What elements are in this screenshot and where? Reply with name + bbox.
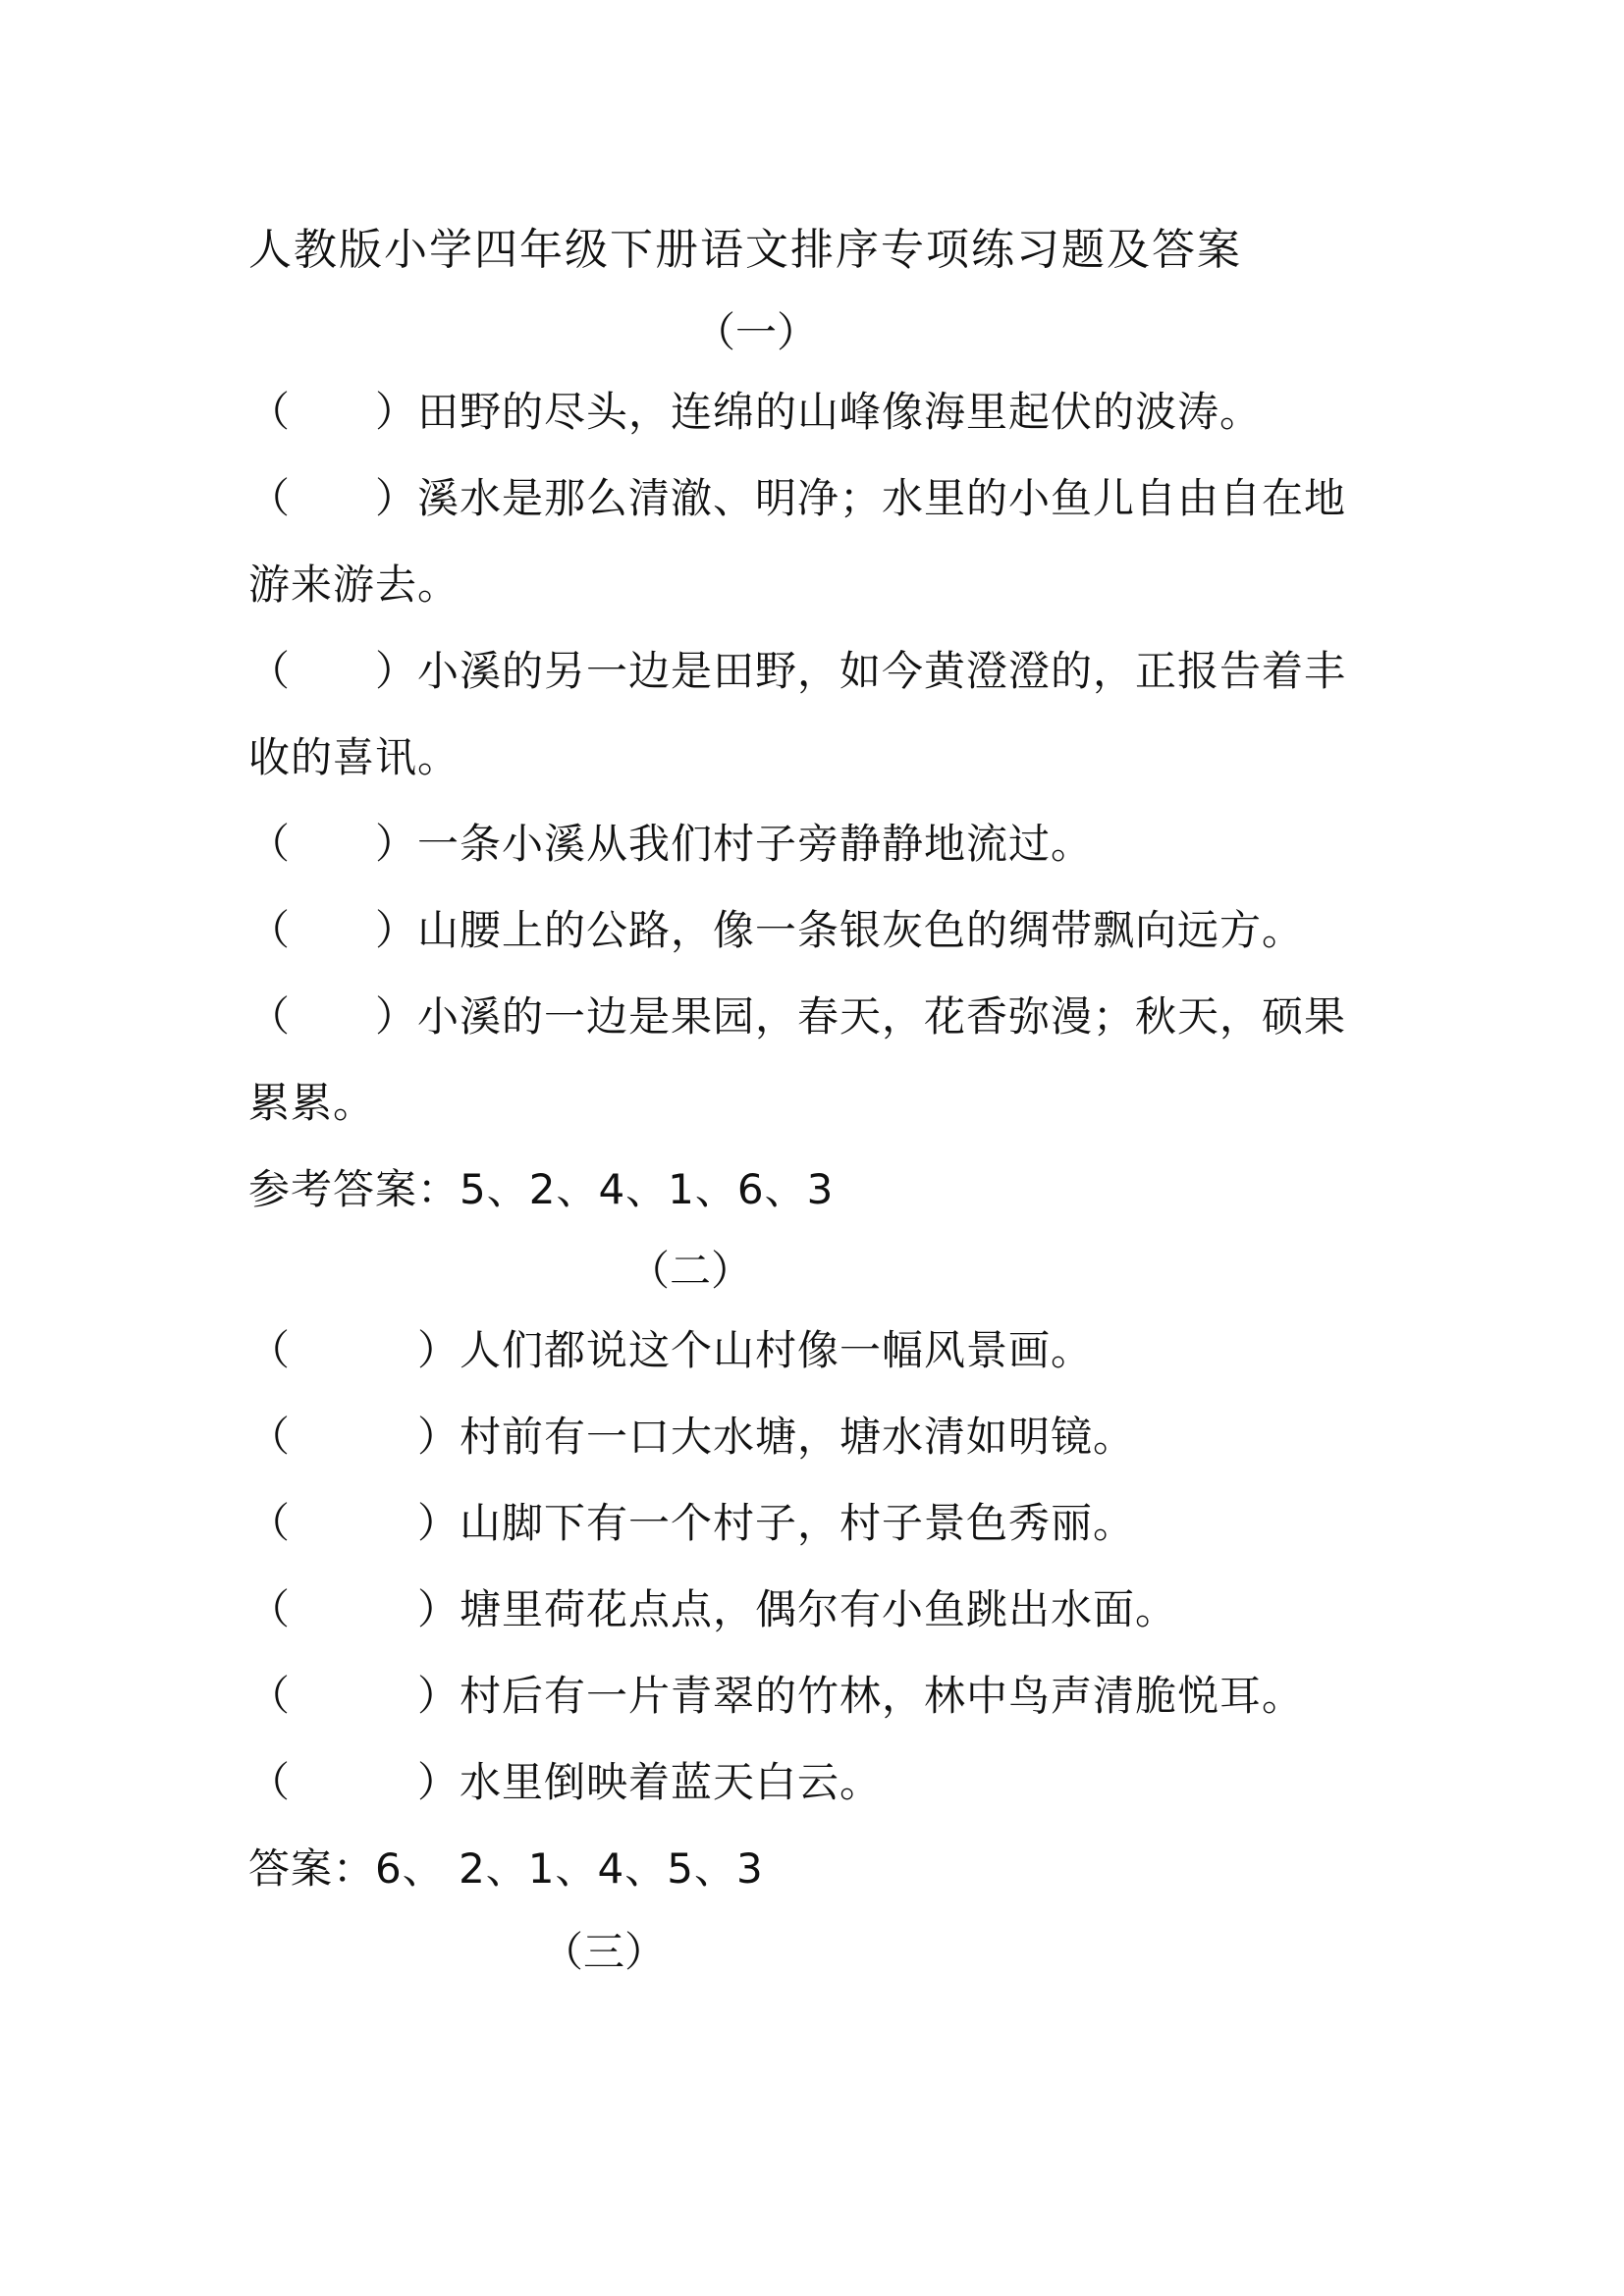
ordering-item [248,887,1387,974]
ordering-item [248,801,1387,887]
ordering-item [248,1394,1387,1480]
item-text: 水里倒映着蓝天白云。 [460,1758,883,1806]
item-text: 一条小溪从我们村子旁静静地流过。 [417,820,1094,868]
answer-blank: （ ） [248,647,418,695]
answer-key-2: 答案：6、 2、1、4、5、3 [248,1844,764,1893]
ordering-item [248,369,1387,455]
item-text: 山腰上的公路，像一条银灰色的绸带飘向远方。 [417,906,1305,954]
ordering-item [248,974,1387,1147]
ordering-item [248,1739,1387,1826]
ordering-item [248,455,1387,628]
ordering-item [248,1308,1387,1394]
answer-blank: （ ） [248,388,418,436]
answer-blank: （ ） [248,992,418,1041]
answer-blank: （ ） [248,1413,460,1461]
item-text: 塘里荷花点点，偶尔有小鱼跳出水面。 [460,1585,1178,1633]
answer-blank: （ ） [248,1672,460,1720]
item-text: 人们都说这个山村像一幅风景画。 [460,1326,1094,1374]
answer-blank: （ ） [248,906,418,954]
item-text: 小溪的一边是果园，春天，花香弥漫；秋天，硕果累累。 [248,992,1347,1127]
section-heading-3: （三） [542,1928,667,1976]
answer-blank: （ ） [248,820,418,868]
ordering-item [248,1653,1387,1739]
ordering-item [248,628,1387,801]
item-text: 村后有一片青翠的竹林，林中鸟声清脆悦耳。 [460,1672,1305,1720]
item-text: 小溪的另一边是田野，如今黄澄澄的，正报告着丰收的喜讯。 [248,647,1347,781]
answer-blank: （ ） [248,1758,460,1806]
answer-blank: （ ） [248,1585,460,1633]
item-text: 溪水是那么清澈、明净；水里的小鱼儿自由自在地游来游去。 [248,474,1347,609]
document-title: 人教版小学四年级下册语文排序专项练习题及答案 [248,225,1242,275]
answer-key-1: 参考答案：5、2、4、1、6、3 [248,1165,835,1213]
answer-blank: （ ） [248,1326,460,1374]
item-text: 田野的尽头，连绵的山峰像海里起伏的波涛。 [417,388,1263,436]
ordering-item [248,1480,1387,1567]
section-heading-1: （一） [694,308,819,356]
item-text: 山脚下有一个村子，村子景色秀丽。 [460,1499,1136,1547]
item-text: 村前有一口大水塘，塘水清如明镜。 [460,1413,1136,1461]
section-heading-2: （二） [628,1247,753,1295]
answer-blank: （ ） [248,474,418,522]
answer-blank: （ ） [248,1499,460,1547]
ordering-item [248,1567,1387,1653]
